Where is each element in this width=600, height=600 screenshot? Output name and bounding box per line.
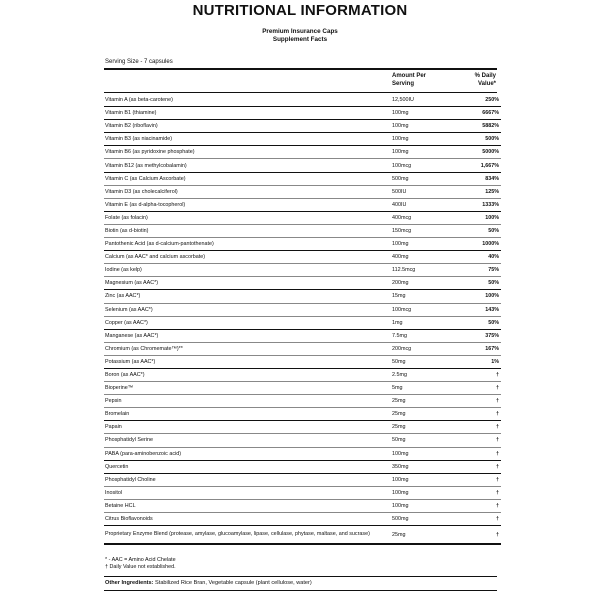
nutrient-daily-value: 834% [458, 172, 501, 185]
nutrient-name: Papain [104, 421, 389, 434]
table-row [104, 460, 501, 473]
nutrient-daily-value: † [458, 473, 501, 486]
nutrient-daily-value: 6667% [458, 107, 501, 120]
nutrient-name: Vitamin B6 (as pyridoxine phosphate) [104, 146, 389, 159]
nutrient-amount: 50mg [389, 434, 458, 447]
nutrient-daily-value: 50% [458, 224, 501, 237]
table-row [104, 172, 501, 185]
nutrient-daily-value: 75% [458, 264, 501, 277]
nutrient-name: Quercetin [104, 460, 389, 473]
nutrient-name: Iodine (as kelp) [104, 264, 389, 277]
nutrient-daily-value: † [458, 408, 501, 421]
nutrient-name: Biotin (as d-biotin) [104, 224, 389, 237]
page-title: NUTRITIONAL INFORMATION [192, 2, 408, 19]
nutrient-amount: 100mg [389, 146, 458, 159]
nutrient-daily-value: 1333% [458, 198, 501, 211]
nutrient-amount: 25mg [389, 408, 458, 421]
table-row [104, 120, 501, 133]
nutrient-amount: 150mcg [389, 224, 458, 237]
dv-header-line1: % Daily [474, 73, 496, 79]
nutrient-amount: 100mg [389, 120, 458, 133]
table-row [104, 316, 501, 329]
nutrient-name: Vitamin B12 (as methylcobalamin) [104, 159, 389, 172]
nutrient-name: Potassium (as AAC*) [104, 355, 389, 368]
table-row [104, 408, 501, 421]
other-ingredients-text: Stabilized Rice Bran, Vegetable capsule (plant cellulose, water) [153, 580, 312, 586]
table-row [104, 382, 501, 395]
nutrient-daily-value: † [458, 499, 501, 512]
table-row [104, 146, 501, 159]
nutrient-name: Zinc (as AAC*) [104, 290, 389, 303]
footnotes [105, 557, 176, 571]
nutrient-name: Copper (as AAC*) [104, 316, 389, 329]
nutrient-table [104, 94, 501, 545]
nutrient-amount: 200mg [389, 277, 458, 290]
nutrient-daily-value: 50% [458, 316, 501, 329]
table-row [104, 133, 501, 146]
product-subtitle [0, 28, 600, 44]
panel-name: Supplement Facts [272, 36, 328, 43]
table-row [104, 499, 501, 512]
nutrient-amount: 5mg [389, 382, 458, 395]
nutrient-name: Bromelain [104, 408, 389, 421]
table-row [104, 526, 501, 545]
nutrient-amount: 100mg [389, 486, 458, 499]
table-row [104, 473, 501, 486]
nutrient-amount: 100mg [389, 499, 458, 512]
nutrient-amount: 100mg [389, 447, 458, 460]
nutrient-amount: 100mg [389, 238, 458, 251]
nutrient-amount: 12,500IU [389, 94, 458, 107]
nutrient-amount: 500mg [389, 513, 458, 526]
nutrient-name: Pepsin [104, 395, 389, 408]
nutrient-daily-value: † [458, 421, 501, 434]
nutrient-name: Boron (as AAC*) [104, 368, 389, 381]
nutrient-name: PABA (para-aminobenzoic acid) [104, 447, 389, 460]
nutrient-amount: 400mg [389, 251, 458, 264]
nutrient-name: Manganese (as AAC*) [104, 329, 389, 342]
nutrient-daily-value: † [458, 460, 501, 473]
table-row [104, 513, 501, 526]
nutrient-amount: 200mcg [389, 342, 458, 355]
table-row [104, 211, 501, 224]
nutrient-name: Inositol [104, 486, 389, 499]
nutrient-name: Vitamin B3 (as niacinamide) [104, 133, 389, 146]
nutrient-daily-value: † [458, 368, 501, 381]
nutrient-daily-value: 40% [458, 251, 501, 264]
nutrient-daily-value: † [458, 382, 501, 395]
nutrient-amount: 112.5mcg [389, 264, 458, 277]
table-row [104, 290, 501, 303]
nutrient-daily-value: 1,667% [458, 159, 501, 172]
nutrient-amount: 25mg [389, 526, 458, 545]
nutrient-amount: 100mcg [389, 159, 458, 172]
nutrient-name: Vitamin A (as beta-carotene) [104, 94, 389, 107]
table-row [104, 342, 501, 355]
nutrient-daily-value: † [458, 434, 501, 447]
header-divider [104, 92, 497, 93]
amount-header-line1: Amount Per [392, 73, 427, 79]
nutrient-amount: 1mg [389, 316, 458, 329]
nutrient-daily-value: 5000% [458, 146, 501, 159]
nutrient-amount: 500mg [389, 172, 458, 185]
nutrient-daily-value: 1000% [458, 238, 501, 251]
table-row [104, 486, 501, 499]
nutrient-amount: 400IU [389, 198, 458, 211]
nutrient-amount: 400mcg [389, 211, 458, 224]
nutrient-amount: 100mg [389, 107, 458, 120]
daily-value-column-header [404, 73, 496, 88]
nutrient-daily-value: 250% [458, 94, 501, 107]
nutrient-daily-value: 375% [458, 329, 501, 342]
nutrient-amount: 500IU [389, 185, 458, 198]
nutrient-name: Pantothenic Acid (as d-calcium-pantothenate) [104, 238, 389, 251]
footnote-dv: † Daily Value not established. [105, 564, 176, 570]
nutrient-amount: 25mg [389, 395, 458, 408]
nutrient-amount: 100mg [389, 133, 458, 146]
nutrient-name: Phosphatidyl Choline [104, 473, 389, 486]
nutrient-daily-value: 143% [458, 303, 501, 316]
nutrient-amount: 25mg [389, 421, 458, 434]
nutrient-daily-value: † [458, 447, 501, 460]
other-ingredients-label: Other Ingredients: [105, 580, 154, 586]
table-row [104, 238, 501, 251]
table-row [104, 107, 501, 120]
table-row [104, 159, 501, 172]
nutrient-amount: 50mg [389, 355, 458, 368]
nutrient-daily-value: † [458, 526, 501, 545]
nutrient-name: Vitamin E (as d-alpha-tocopherol) [104, 198, 389, 211]
nutrient-name: Bioperine™ [104, 382, 389, 395]
nutrient-daily-value: 100% [458, 211, 501, 224]
table-row [104, 421, 501, 434]
table-row [104, 434, 501, 447]
table-row [104, 395, 501, 408]
table-row [104, 224, 501, 237]
nutrient-name: Magnesium (as AAC*) [104, 277, 389, 290]
amount-header-line2: Serving [392, 80, 415, 87]
product-name: Premium Insurance Caps [262, 28, 338, 35]
nutrient-daily-value: † [458, 513, 501, 526]
table-row [104, 329, 501, 342]
table-row [104, 303, 501, 316]
nutrient-daily-value: 100% [458, 290, 501, 303]
nutrient-name: Selenium (as AAC*) [104, 303, 389, 316]
other-ingredients [105, 580, 312, 586]
table-row [104, 94, 501, 107]
table-row [104, 198, 501, 211]
nutrient-daily-value: † [458, 395, 501, 408]
nutrient-amount: 350mg [389, 460, 458, 473]
dv-header-line2: Value* [477, 80, 496, 87]
nutrient-daily-value: 167% [458, 342, 501, 355]
bottom-divider [104, 590, 497, 591]
nutrient-name: Vitamin C (as Calcium Ascorbate) [104, 172, 389, 185]
top-divider [104, 68, 497, 70]
nutrient-amount: 7.5mg [389, 329, 458, 342]
nutrient-daily-value: 1% [458, 355, 501, 368]
nutrient-daily-value: 125% [458, 185, 501, 198]
nutrient-name: Folate (as folacin) [104, 211, 389, 224]
table-row [104, 277, 501, 290]
nutrient-amount: 100mg [389, 473, 458, 486]
table-row [104, 447, 501, 460]
nutrient-name: Betaine HCL [104, 499, 389, 512]
nutrient-name: Proprietary Enzyme Blend (protease, amylase, glucoamylase, lipase, cellulase, phytase, maltase, and sucrase) [104, 526, 389, 545]
footnote-divider [104, 576, 497, 577]
nutrient-amount: 15mg [389, 290, 458, 303]
nutrient-amount: 2.5mg [389, 368, 458, 381]
nutrient-name: Vitamin B1 (thiamine) [104, 107, 389, 120]
nutrient-name: Calcium (as AAC* and calcium ascorbate) [104, 251, 389, 264]
nutrient-name: Vitamin D3 (as cholecalciferol) [104, 185, 389, 198]
nutrient-daily-value: 500% [458, 133, 501, 146]
table-row [104, 368, 501, 381]
table-row [104, 355, 501, 368]
table-row [104, 251, 501, 264]
nutrient-daily-value: 50% [458, 277, 501, 290]
serving-size: Serving Size - 7 capsules [105, 59, 173, 65]
nutrient-name: Phosphatidyl Serine [104, 434, 389, 447]
nutrient-name: Chromium (as Chromemate™)** [104, 342, 389, 355]
footnote-aac: * - AAC = Amino Acid Chelate [105, 557, 176, 563]
nutrient-name: Citrus Bioflavonoids [104, 513, 389, 526]
nutrient-amount: 100mcg [389, 303, 458, 316]
table-row [104, 185, 501, 198]
nutrient-daily-value: 5882% [458, 120, 501, 133]
table-row [104, 264, 501, 277]
nutrient-daily-value: † [458, 486, 501, 499]
nutrient-name: Vitamin B2 (riboflavin) [104, 120, 389, 133]
